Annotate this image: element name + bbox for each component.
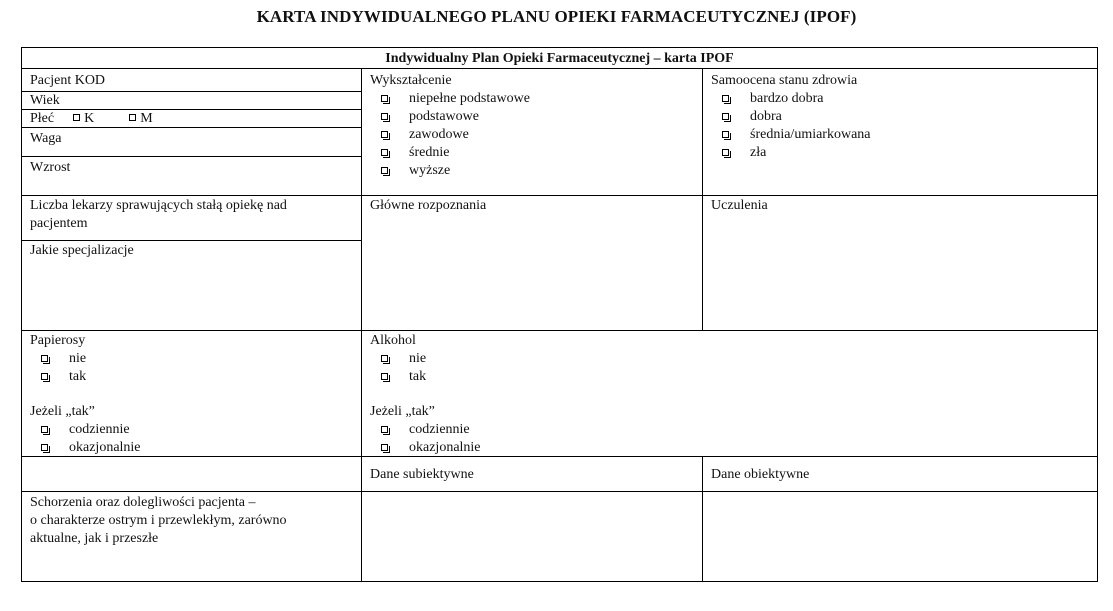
alcohol-option[interactable] xyxy=(370,350,481,368)
education-section xyxy=(370,72,530,180)
smoking-if-yes-label: Jeżeli „tak” xyxy=(30,404,95,419)
subjective-data-field[interactable] xyxy=(362,492,702,581)
checkbox-icon[interactable] xyxy=(41,426,48,433)
objective-data-field[interactable] xyxy=(703,492,1097,581)
weight-label: Waga xyxy=(30,131,62,146)
row-divider-section4 xyxy=(22,456,1097,457)
option-label: tak xyxy=(69,369,87,384)
option-label: codziennie xyxy=(409,422,470,437)
alcohol-label: Alkohol xyxy=(370,333,416,348)
checkbox-icon[interactable] xyxy=(41,355,48,362)
allergies-field[interactable] xyxy=(711,197,768,215)
row-divider-age xyxy=(22,91,361,92)
checkbox-icon[interactable] xyxy=(381,131,388,138)
sex-m-checkbox[interactable] xyxy=(129,114,136,121)
allergies-label: Uczulenia xyxy=(711,198,768,213)
diagnoses-label: Główne rozpoznania xyxy=(370,198,487,213)
height-label: Wzrost xyxy=(30,160,71,175)
option-label: okazjonalnie xyxy=(409,440,481,455)
complaints-label-line: Schorzenia oraz dolegliwości pacjenta – xyxy=(30,495,256,510)
checkbox-icon[interactable] xyxy=(41,444,48,451)
row-divider-header xyxy=(22,68,1097,69)
checkbox-icon[interactable] xyxy=(381,95,388,102)
smoking-options xyxy=(30,350,141,386)
option-label: zawodowe xyxy=(409,127,469,142)
checkbox-icon[interactable] xyxy=(381,149,388,156)
education-options xyxy=(370,90,530,180)
checkbox-icon[interactable] xyxy=(722,149,729,156)
self-assessment-options xyxy=(711,90,871,162)
height-field[interactable] xyxy=(30,159,70,177)
option-label: średnia/umiarkowana xyxy=(750,127,871,142)
checkbox-icon[interactable] xyxy=(381,113,388,120)
ipof-form xyxy=(21,47,1098,582)
education-label: Wykształcenie xyxy=(370,73,452,88)
patient-code-label: Pacjent KOD xyxy=(30,73,106,88)
education-option[interactable] xyxy=(370,126,530,144)
education-option[interactable] xyxy=(370,108,530,126)
alcohol-section xyxy=(370,332,481,457)
option-label: średnie xyxy=(409,145,450,160)
option-label: okazjonalnie xyxy=(69,440,141,455)
complaints-label-line: aktualne, jak i przeszłe xyxy=(30,531,159,546)
option-label: podstawowe xyxy=(409,109,479,124)
checkbox-icon[interactable] xyxy=(381,167,388,174)
self-assessment-option[interactable] xyxy=(711,108,871,126)
complaints-field[interactable] xyxy=(30,494,287,548)
alcohol-frequency-option[interactable] xyxy=(370,421,481,439)
weight-field[interactable] xyxy=(30,130,62,148)
sex-k-label: K xyxy=(84,111,95,126)
checkbox-icon[interactable] xyxy=(381,355,388,362)
alcohol-frequency-options xyxy=(370,421,481,457)
diagnoses-field[interactable] xyxy=(370,197,486,215)
subjective-label: Dane subiektywne xyxy=(370,467,474,482)
alcohol-option[interactable] xyxy=(370,368,481,386)
complaints-label-line: o charakterze ostrym i przewlekłym, zarówno xyxy=(30,513,287,528)
self-assessment-option[interactable] xyxy=(711,90,871,108)
checkbox-icon[interactable] xyxy=(722,95,729,102)
checkbox-icon[interactable] xyxy=(381,426,388,433)
row-divider-section3 xyxy=(22,330,1097,331)
option-label: bardzo dobra xyxy=(750,91,824,106)
age-field[interactable] xyxy=(30,92,60,110)
option-label: dobra xyxy=(750,109,782,124)
option-label: nie xyxy=(409,351,427,366)
doctor-count-label: Liczba lekarzy sprawujących stałą opiekę nad pacjentem xyxy=(30,198,287,231)
checkbox-icon[interactable] xyxy=(722,131,729,138)
option-label: wyższe xyxy=(409,163,451,178)
education-option[interactable] xyxy=(370,144,530,162)
sex-k-checkbox[interactable] xyxy=(73,114,80,121)
specializations-label: Jakie specjalizacje xyxy=(30,243,134,258)
doctor-count-field[interactable] xyxy=(30,197,340,233)
objective-data-header xyxy=(711,466,809,484)
smoking-option[interactable] xyxy=(30,350,141,368)
page-title: KARTA INDYWIDUALNEGO PLANU OPIEKI FARMACEUTYCZNEJ (IPOF) xyxy=(256,7,857,26)
checkbox-icon[interactable] xyxy=(41,373,48,380)
objective-label: Dane obiektywne xyxy=(711,467,810,482)
self-assessment-option[interactable] xyxy=(711,144,871,162)
specializations-field[interactable] xyxy=(30,242,134,260)
sex-label: Płeć xyxy=(30,111,55,126)
option-label: tak xyxy=(409,369,427,384)
alcohol-options xyxy=(370,350,481,386)
sex-m-label: M xyxy=(140,111,153,126)
option-label: zła xyxy=(750,145,767,160)
checkbox-icon[interactable] xyxy=(381,444,388,451)
row-divider-specializations xyxy=(22,240,361,241)
smoking-frequency-option[interactable] xyxy=(30,421,141,439)
smoking-frequency-option[interactable] xyxy=(30,439,141,457)
alcohol-frequency-option[interactable] xyxy=(370,439,481,457)
sex-field xyxy=(30,110,153,128)
option-label: niepełne podstawowe xyxy=(409,91,530,106)
age-label: Wiek xyxy=(30,93,60,108)
self-assessment-option[interactable] xyxy=(711,126,871,144)
alcohol-if-yes-label: Jeżeli „tak” xyxy=(370,404,435,419)
checkbox-icon[interactable] xyxy=(722,113,729,120)
smoking-label: Papierosy xyxy=(30,333,86,348)
smoking-frequency-options xyxy=(30,421,141,457)
checkbox-icon[interactable] xyxy=(381,373,388,380)
row-divider-section2 xyxy=(22,195,1097,196)
subjective-data-header xyxy=(370,466,474,484)
education-option[interactable] xyxy=(370,162,530,180)
form-header: Indywidualny Plan Opieki Farmaceutycznej – karta IPOF xyxy=(385,51,734,66)
col-divider-2a xyxy=(702,68,703,330)
option-label: codziennie xyxy=(69,422,130,437)
patient-code-field[interactable] xyxy=(30,72,105,90)
self-assessment-label: Samoocena stanu zdrowia xyxy=(711,73,858,88)
option-label: nie xyxy=(69,351,87,366)
smoking-section xyxy=(30,332,141,457)
education-option[interactable] xyxy=(370,90,530,108)
smoking-option[interactable] xyxy=(30,368,141,386)
row-divider-height xyxy=(22,156,361,157)
self-assessment-section xyxy=(711,72,871,162)
